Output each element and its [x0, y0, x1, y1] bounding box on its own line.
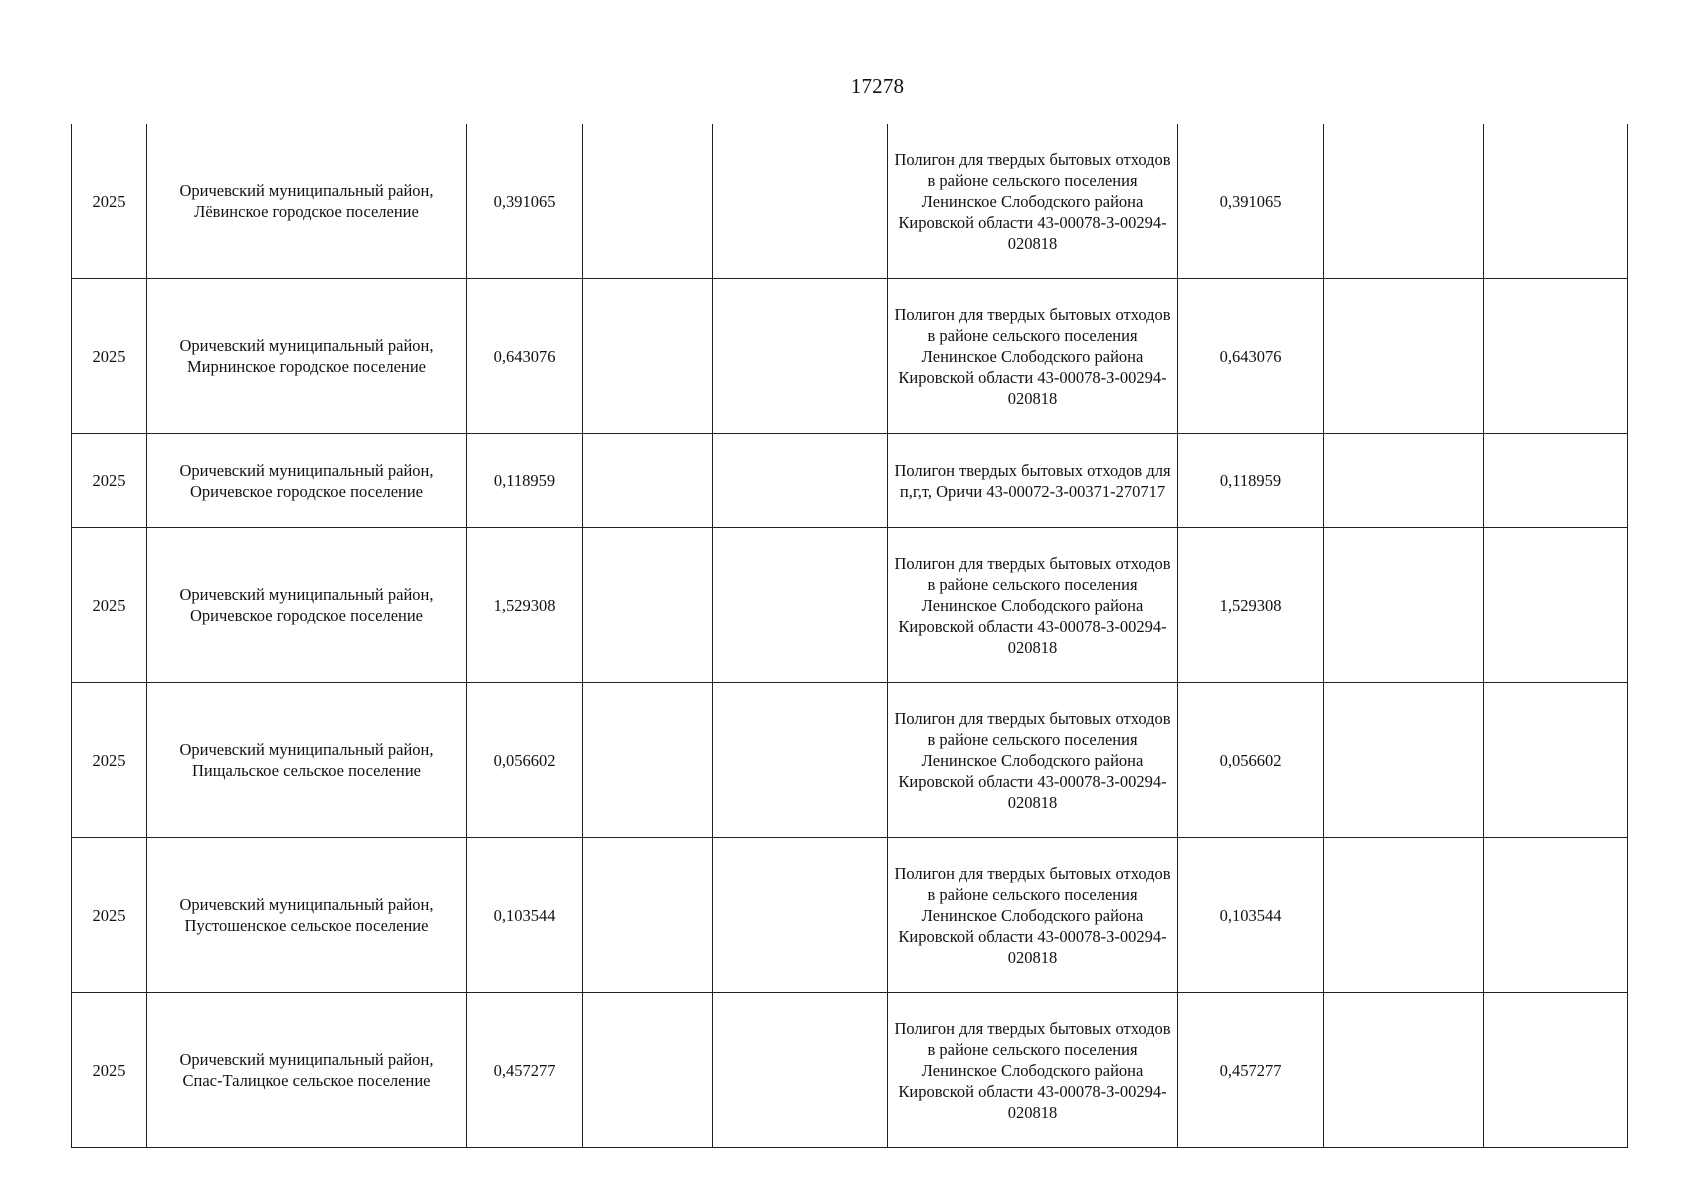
page-number: 17278	[850, 74, 905, 98]
facility-cell: Полигон для твердых бытовых отходов в районе сельского поселения Ленинское Слободского района Кировской области 43-00078-З-00294-020818	[888, 528, 1178, 683]
empty-cell	[1484, 993, 1628, 1148]
empty-cell	[1484, 838, 1628, 993]
empty-cell	[583, 993, 713, 1148]
facility-cell: Полигон для твердых бытовых отходов в районе сельского поселения Ленинское Слободского района Кировской области 43-00078-З-00294-020818	[888, 279, 1178, 434]
year-cell: 2025	[72, 434, 147, 528]
table-row	[72, 528, 1628, 683]
empty-cell	[1324, 528, 1484, 683]
empty-cell	[1484, 279, 1628, 434]
facility-mass-cell: 0,056602	[1178, 683, 1324, 838]
facility-cell: Полигон для твердых бытовых отходов в районе сельского поселения Ленинское Слободского района Кировской области 43-00078-З-00294-020818	[888, 683, 1178, 838]
empty-cell	[713, 683, 888, 838]
facility-mass-cell: 0,643076	[1178, 279, 1324, 434]
empty-cell	[583, 124, 713, 279]
empty-cell	[713, 124, 888, 279]
territory-cell	[147, 124, 467, 279]
empty-cell	[1324, 993, 1484, 1148]
empty-cell	[713, 993, 888, 1148]
table-row	[72, 838, 1628, 993]
territory-settlement: Лёвинское городское поселение	[194, 202, 419, 221]
empty-cell	[713, 838, 888, 993]
table-row	[72, 124, 1628, 279]
mass-cell: 0,391065	[467, 124, 583, 279]
empty-cell	[583, 434, 713, 528]
territory-settlement: Пищальское сельское поселение	[192, 761, 421, 780]
empty-cell	[583, 838, 713, 993]
empty-cell	[1324, 838, 1484, 993]
territory-cell	[147, 434, 467, 528]
territory-district: Оричевский муниципальный район,	[179, 585, 434, 604]
year-cell: 2025	[72, 993, 147, 1148]
facility-cell: Полигон для твердых бытовых отходов в районе сельского поселения Ленинское Слободского района Кировской области 43-00078-З-00294-020818	[888, 993, 1178, 1148]
mass-cell: 0,056602	[467, 683, 583, 838]
facility-mass-cell: 1,529308	[1178, 528, 1324, 683]
table-row	[72, 434, 1628, 528]
empty-cell	[1484, 683, 1628, 838]
territory-settlement: Оричевское городское поселение	[189, 481, 424, 501]
facility-cell: Полигон для твердых бытовых отходов в районе сельского поселения Ленинское Слободского района Кировской области 43-00078-З-00294-020818	[888, 838, 1178, 993]
empty-cell	[1324, 279, 1484, 434]
facility-mass-cell: 0,103544	[1178, 838, 1324, 993]
year-cell: 2025	[72, 124, 147, 279]
year-cell: 2025	[72, 528, 147, 683]
territory-district: Оричевский муниципальный район,	[179, 1050, 434, 1069]
empty-cell	[583, 528, 713, 683]
territory-settlement: Мирнинское городское поселение	[187, 357, 426, 376]
territory-cell	[147, 683, 467, 838]
mass-cell: 1,529308	[467, 528, 583, 683]
territory-cell	[147, 279, 467, 434]
empty-cell	[583, 683, 713, 838]
mass-cell: 0,457277	[467, 993, 583, 1148]
empty-cell	[1484, 434, 1628, 528]
empty-cell	[1324, 683, 1484, 838]
empty-cell	[713, 434, 888, 528]
year-cell: 2025	[72, 838, 147, 993]
territory-settlement: Пустошенское сельское поселение	[184, 916, 429, 935]
territory-settlement: Спас-Талицкое сельское поселение	[182, 1071, 431, 1090]
table-row	[72, 993, 1628, 1148]
territory-district: Оричевский муниципальный район,	[179, 336, 434, 355]
territory-cell	[147, 993, 467, 1148]
empty-cell	[583, 279, 713, 434]
empty-cell	[1324, 124, 1484, 279]
year-cell: 2025	[72, 279, 147, 434]
facility-cell: Полигон твердых бытовых отходов для п,г,т, Оричи 43-00072-З-00371-270717	[888, 434, 1178, 528]
empty-cell	[1484, 124, 1628, 279]
territory-cell	[147, 838, 467, 993]
facility-mass-cell: 0,118959	[1178, 434, 1324, 528]
territory-district: Оричевский муниципальный район,	[179, 460, 434, 480]
mass-cell: 0,118959	[467, 434, 583, 528]
facility-mass-cell: 0,457277	[1178, 993, 1324, 1148]
mass-cell: 0,643076	[467, 279, 583, 434]
waste-flow-table	[71, 124, 1628, 1148]
territory-district: Оричевский муниципальный район,	[179, 740, 434, 759]
territory-district: Оричевский муниципальный район,	[179, 895, 434, 914]
facility-cell: Полигон для твердых бытовых отходов в районе сельского поселения Ленинское Слободского района Кировской области 43-00078-З-00294-020818	[888, 124, 1178, 279]
empty-cell	[1324, 434, 1484, 528]
empty-cell	[713, 528, 888, 683]
table-row	[72, 683, 1628, 838]
territory-cell	[147, 528, 467, 683]
empty-cell	[1484, 528, 1628, 683]
empty-cell	[713, 279, 888, 434]
table-row	[72, 279, 1628, 434]
territory-district: Оричевский муниципальный район,	[179, 181, 434, 200]
territory-settlement: Оричевское городское поселение	[189, 606, 424, 625]
year-cell: 2025	[72, 683, 147, 838]
mass-cell: 0,103544	[467, 838, 583, 993]
facility-mass-cell: 0,391065	[1178, 124, 1324, 279]
